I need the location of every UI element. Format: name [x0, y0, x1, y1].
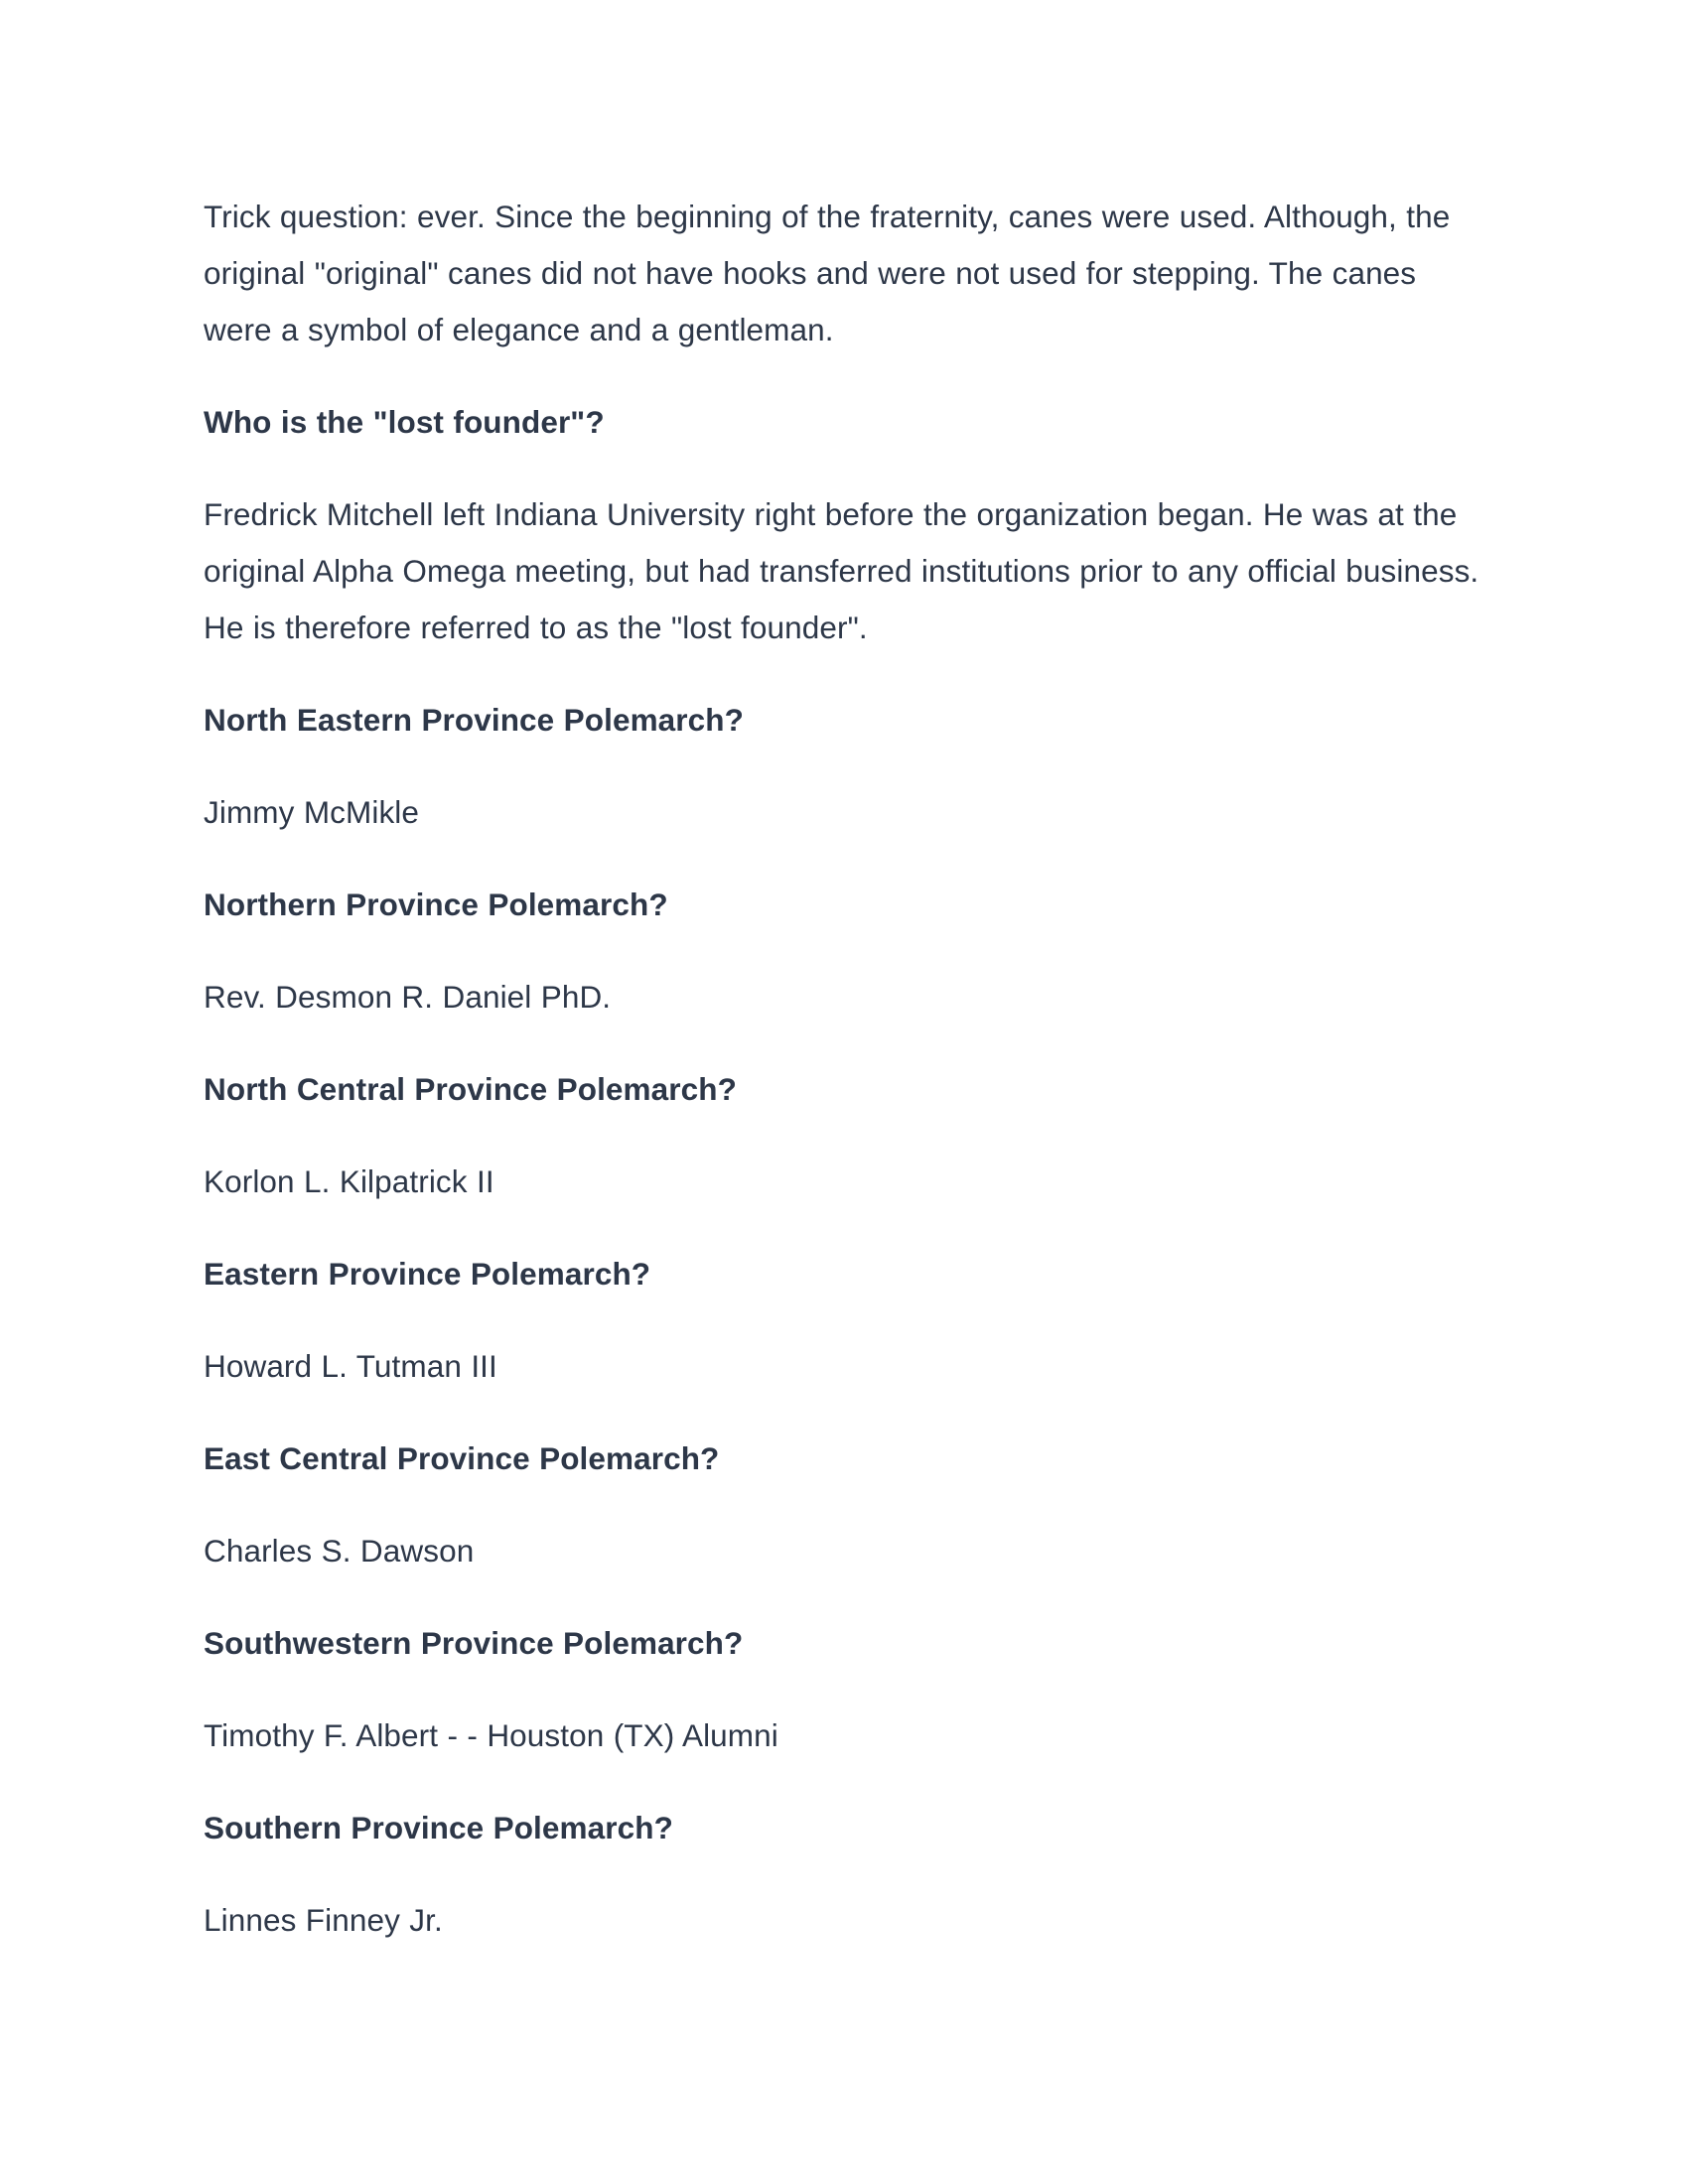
answer-text: Korlon L. Kilpatrick II — [204, 1163, 494, 1199]
answer-text: Trick question: ever. Since the beginning of the fraternity, canes were used. Although, the original "original" canes did not have hooks and were not used for stepping. The canes were a symbol of elegance and a gentleman. — [204, 199, 1451, 347]
question-heading: Eastern Province Polemarch? — [204, 1256, 651, 1292]
question-heading: North Eastern Province Polemarch? — [204, 702, 744, 738]
answer-text: Howard L. Tutman III — [204, 1348, 497, 1384]
answer-text: Charles S. Dawson — [204, 1533, 475, 1569]
question-heading: Southwestern Province Polemarch? — [204, 1625, 744, 1661]
question-heading: East Central Province Polemarch? — [204, 1440, 720, 1476]
question-heading: Who is the "lost founder"? — [204, 404, 605, 440]
answer-text: Jimmy McMikle — [204, 794, 420, 830]
question-heading: North Central Province Polemarch? — [204, 1071, 737, 1107]
question-heading: Northern Province Polemarch? — [204, 887, 668, 922]
answer-text: Linnes Finney Jr. — [204, 1902, 443, 1938]
answer-text: Timothy F. Albert - - Houston (TX) Alumni — [204, 1717, 778, 1753]
answer-text: Fredrick Mitchell left Indiana University right before the organization began. He was at the original Alpha Omega meeting, but had transferred institutions prior to any official business. He is therefore referred to as the "lost founder". — [204, 496, 1479, 645]
question-heading: Southern Province Polemarch? — [204, 1810, 673, 1845]
answer-text: Rev. Desmon R. Daniel PhD. — [204, 979, 612, 1015]
